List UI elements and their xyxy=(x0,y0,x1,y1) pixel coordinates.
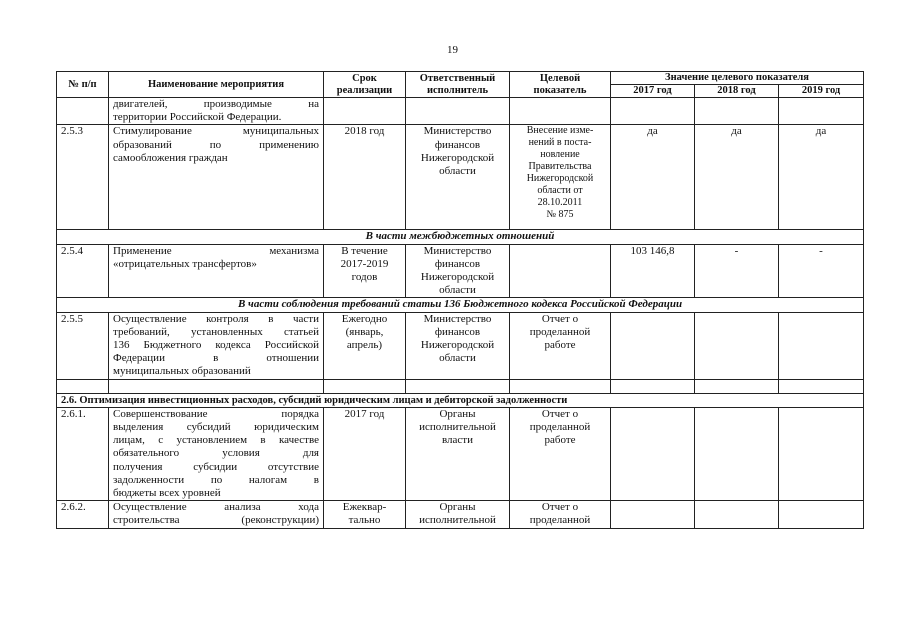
row-value-2018: - xyxy=(695,244,779,298)
text-line: Министерство xyxy=(423,312,492,325)
row-num: 2.6.2. xyxy=(57,501,109,528)
text-line: финансов xyxy=(434,138,481,151)
col-header-num: № п/п xyxy=(57,72,109,98)
text-line: Осуществление анализа хода xyxy=(113,501,319,514)
measures-table xyxy=(56,71,864,529)
text-line: работе xyxy=(544,434,576,447)
text-line: бюджеты всех уровней xyxy=(113,487,221,500)
section-row-2-6 xyxy=(57,393,864,407)
text-line: исполнительной xyxy=(419,421,496,434)
text-line: Правительства xyxy=(528,161,592,173)
text-line: лицам, с установлением в качестве xyxy=(113,434,319,447)
text-line: Осуществление контроля в части xyxy=(113,312,319,325)
text-line: новление xyxy=(540,149,580,161)
col-header-responsible: Ответственный исполнитель xyxy=(406,72,510,98)
text-line: (январь, xyxy=(345,325,384,338)
row-term xyxy=(324,312,406,379)
text-line: получения субсидии отсутствие xyxy=(113,460,319,473)
text-line: Совершенствование порядка xyxy=(113,407,319,420)
row-indicator xyxy=(510,125,611,230)
text-line: проделанной xyxy=(529,514,591,527)
row-indicator xyxy=(510,312,611,379)
text-line: 136 Бюджетного кодекса Российской xyxy=(113,339,319,352)
text-line: «отрицательных трансфертов» xyxy=(113,257,257,270)
text-line: 2017-2019 xyxy=(340,257,389,270)
col-header-2018: 2018 год xyxy=(695,85,779,98)
text-line: муниципальных образований xyxy=(113,365,251,378)
text-line: обязательного условия для xyxy=(113,447,319,460)
text-line: Ежегодно xyxy=(341,312,388,325)
col-header-term: Срок реализации xyxy=(324,72,406,98)
text-line: самообложения граждан xyxy=(113,151,228,164)
row-name-cell xyxy=(109,125,324,230)
text-line: выделения субсидий юридическим xyxy=(113,421,319,434)
table-row-continued xyxy=(57,98,864,125)
header-row xyxy=(57,72,864,85)
row-responsible xyxy=(406,125,510,230)
text-line: требований, установленных статьей xyxy=(113,325,319,338)
col-header-indicator: Целевой показатель xyxy=(510,72,611,98)
row-name-cell xyxy=(109,98,324,125)
text-line: области xyxy=(439,165,476,178)
row-name-cell xyxy=(109,244,324,298)
row-indicator xyxy=(510,501,611,528)
text-line: Отчет о xyxy=(541,407,579,420)
text-line: 28.10.2011 xyxy=(537,197,583,209)
row-num: 2.5.4 xyxy=(57,244,109,298)
text-line: строительства (реконструкции) xyxy=(113,514,319,527)
row-term: 2017 год xyxy=(324,407,406,500)
col-header-name: Наименование мероприятия xyxy=(109,72,324,98)
row-responsible xyxy=(406,312,510,379)
text-line: Федерации в отношении xyxy=(113,352,319,365)
table-row-2-5-4 xyxy=(57,244,864,298)
text-line: апрель) xyxy=(346,339,383,352)
text-line: проделанной xyxy=(529,325,591,338)
text-line: Нижегородской xyxy=(526,173,594,185)
col-header-2019: 2019 год xyxy=(779,85,864,98)
row-responsible xyxy=(406,407,510,500)
row-value-2019: - xyxy=(779,244,864,298)
text-line: Органы xyxy=(439,407,476,420)
row-responsible xyxy=(406,244,510,298)
table-row-2-5-3 xyxy=(57,125,864,230)
text-line: Ежеквар- xyxy=(342,501,387,514)
text-line: Органы xyxy=(439,501,476,514)
text-line: Нижегородской xyxy=(420,339,495,352)
text-line: задолженности по налогам в xyxy=(113,473,319,486)
text-line: В течение xyxy=(341,244,388,257)
table-row-2-5-5 xyxy=(57,312,864,379)
row-value-2018: да xyxy=(695,125,779,230)
col-header-2017: 2017 год xyxy=(611,85,695,98)
text-line: Отчет о xyxy=(541,501,579,514)
row-num: 2.5.3 xyxy=(57,125,109,230)
text-line: годов xyxy=(351,271,378,284)
row-num: 2.6.1. xyxy=(57,407,109,500)
text-line: власти xyxy=(442,434,473,447)
text-line: Внесение изме- xyxy=(526,125,594,137)
text-line: Министерство xyxy=(423,244,492,257)
table-row-2-6-1 xyxy=(57,407,864,500)
text-line: работе xyxy=(544,339,576,352)
row-responsible xyxy=(406,501,510,528)
text-line: образований по применению xyxy=(113,138,319,151)
text-line: тально xyxy=(348,514,381,527)
text-line: финансов xyxy=(434,325,481,338)
text-line: Отчет о xyxy=(541,312,579,325)
text-line: Нижегородской xyxy=(420,151,495,164)
row-name-cell xyxy=(109,312,324,379)
section-title: 2.6. Оптимизация инвестиционных расходов, субсидий юридическим лицам и дебиторской задолженности xyxy=(57,393,864,407)
text-line: Стимулирование муниципальных xyxy=(113,125,319,138)
page-number: 19 xyxy=(447,44,458,56)
row-term: 2018 год xyxy=(324,125,406,230)
text-line: области от xyxy=(537,185,583,197)
row-name-cell xyxy=(109,407,324,500)
row-term xyxy=(324,244,406,298)
text-line: территории Российской Федерации. xyxy=(113,111,282,124)
text-line: двигателей, производимые на xyxy=(113,98,319,110)
text-line: области xyxy=(439,352,476,365)
row-name-cell xyxy=(109,501,324,528)
text-line: № 875 xyxy=(546,209,574,221)
section-row-article-136 xyxy=(57,298,864,312)
row-num: 2.5.5 xyxy=(57,312,109,379)
table-row-empty xyxy=(57,379,864,393)
section-title: В части соблюдения требований статьи 136 Бюджетного кодекса Российской Федерации xyxy=(57,298,864,312)
text-line: проделанной xyxy=(529,421,591,434)
text-line: исполнительной xyxy=(419,514,496,527)
row-value-2017: 103 146,8 xyxy=(611,244,695,298)
text-line: области xyxy=(439,284,476,297)
col-header-target-value: Значение целевого показателя xyxy=(611,72,864,85)
row-term xyxy=(324,501,406,528)
section-row-interbudget xyxy=(57,230,864,244)
text-line: Нижегородской xyxy=(420,271,495,284)
text-line: нений в поста- xyxy=(528,137,592,149)
row-indicator xyxy=(510,407,611,500)
text-line: Министерство xyxy=(423,125,492,138)
text-line: Применение механизма xyxy=(113,244,319,257)
table-row-2-6-2 xyxy=(57,501,864,528)
row-value-2017: да xyxy=(611,125,695,230)
section-title: В части межбюджетных отношений xyxy=(57,230,864,244)
row-value-2019: да xyxy=(779,125,864,230)
text-line: финансов xyxy=(434,257,481,270)
